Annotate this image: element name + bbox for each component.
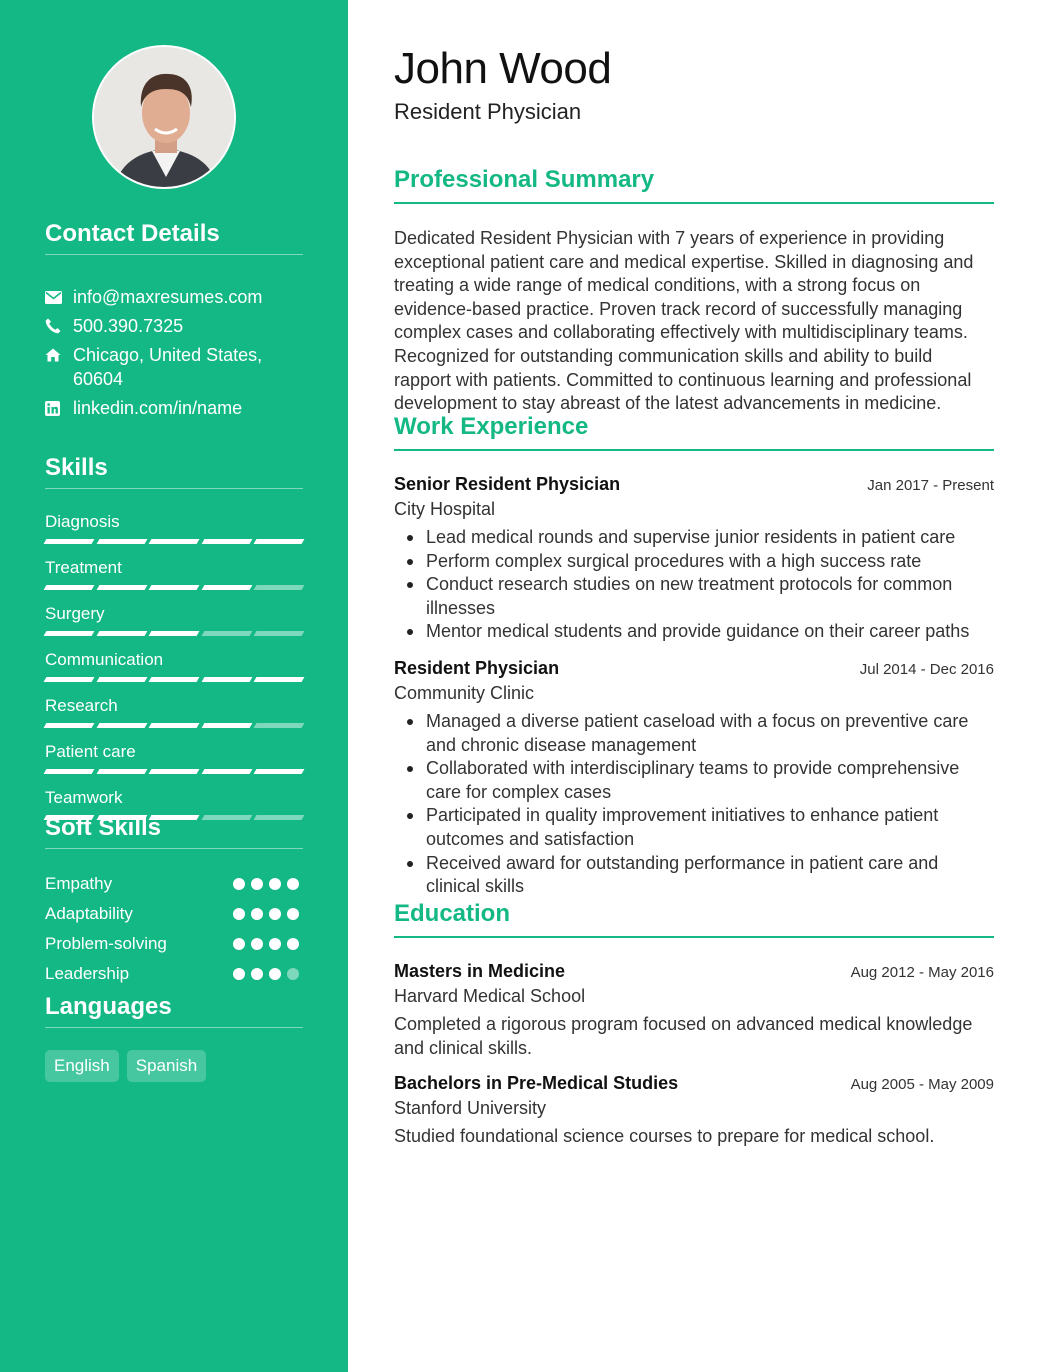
skill-level-segment [96,585,146,590]
phone-icon [45,314,73,338]
job-date: Jul 2014 - Dec 2016 [859,660,994,678]
contact-phone-text: 500.390.7325 [73,316,184,336]
contact-email[interactable] [45,285,303,309]
skill-level-segment [149,769,199,774]
skill-level-segment [96,769,146,774]
soft-skills-heading: Soft Skills [45,814,303,849]
skill-level-bar [45,585,303,590]
skill-level-bar [45,631,303,636]
soft-skills-section [45,814,303,989]
job-title: Resident Physician [394,657,560,678]
skill-level-segment [254,677,304,682]
skill-level-segment [201,539,251,544]
job-entry [394,474,994,644]
job-bullet: Conduct research studies on new treatment protocols for common illnesses [394,573,994,620]
education-section [394,900,994,1149]
skill-level-segment [149,539,199,544]
skill-level-segment [96,677,146,682]
skill-level-segment [149,723,199,728]
skill-level-segment [254,631,304,636]
skill-name: Teamwork [45,788,123,807]
rating-dot [233,908,245,920]
job-bullet: Collaborated with interdisciplinary teams to provide comprehensive care for complex cases [394,757,994,804]
rating-dot [251,938,263,950]
soft-skill-name: Adaptability [45,904,133,923]
skill-level-segment [44,769,94,774]
contact-heading: Contact Details [45,220,303,255]
school-name: Stanford University [394,1098,547,1119]
soft-skill-item [45,959,303,989]
job-bullet: Received award for outstanding performance in patient care and clinical skills [394,852,994,899]
skill-level-segment [44,723,94,728]
skill-level-segment [96,539,146,544]
job-bullet: Lead medical rounds and supervise junior residents in patient care [394,526,994,550]
skill-name: Patient care [45,742,136,761]
contact-linkedin[interactable] [45,396,303,420]
job-bullet: Participated in quality improvement initiatives to enhance patient outcomes and satisfaction [394,804,994,851]
skill-item [45,741,303,774]
degree-description: Completed a rigorous program focused on advanced medical knowledge and clinical skills. [394,1014,973,1058]
education-entry [394,1073,994,1149]
rating-dot [287,968,299,980]
soft-skill-name: Problem-solving [45,934,167,953]
avatar [92,45,236,189]
job-bullet: Mentor medical students and provide guidance on their career paths [394,620,994,644]
skill-level-bar [45,723,303,728]
rating-dot [269,908,281,920]
contact-address-text: Chicago, United States, 60604 [73,345,263,389]
skill-level-bar [45,677,303,682]
skill-level-segment [44,677,94,682]
profile-photo-icon [94,47,236,189]
skill-level-segment [254,769,304,774]
rating-dot [287,878,299,890]
summary-heading: Professional Summary [394,166,994,204]
skill-level-segment [201,769,251,774]
skill-name: Communication [45,650,164,669]
rating-dot [269,938,281,950]
education-heading: Education [394,900,994,938]
rating-dot [251,968,263,980]
skill-level-segment [201,723,251,728]
home-icon [45,343,73,367]
email-icon [45,285,73,309]
rating-dot [251,878,263,890]
rating-dot [287,908,299,920]
contact-section [45,220,303,425]
language-tag: English [45,1050,119,1082]
soft-skill-rating [233,878,303,890]
degree-description: Studied foundational science courses to prepare for medical school. [394,1126,935,1147]
skill-item [45,695,303,728]
skill-level-segment [201,677,251,682]
skill-name: Surgery [45,604,105,623]
skill-level-segment [201,585,251,590]
languages-heading: Languages [45,993,303,1028]
rating-dot [269,878,281,890]
contact-address [45,343,303,391]
sidebar [0,0,348,1372]
contact-linkedin-text: linkedin.com/in/name [73,398,243,418]
skill-item [45,603,303,636]
skills-section [45,454,303,820]
skill-level-segment [44,585,94,590]
soft-skill-item [45,899,303,929]
rating-dot [233,938,245,950]
skill-level-segment [96,631,146,636]
job-date: Jan 2017 - Present [867,477,994,494]
experience-heading: Work Experience [394,413,994,451]
degree-title: Masters in Medicine [394,961,566,981]
job-title: Senior Resident Physician [394,474,621,494]
soft-skill-name: Empathy [45,874,113,893]
candidate-name: John Wood [394,44,612,93]
languages-section [45,993,303,1082]
skill-level-segment [201,631,251,636]
school-name: Harvard Medical School [394,986,586,1006]
job-org: City Hospital [394,499,496,519]
job-bullet: Managed a diverse patient caseload with a focus on preventive care and chronic disease management [394,710,994,757]
skill-level-segment [44,539,94,544]
linkedin-icon [45,396,73,420]
degree-date: Aug 2005 - May 2009 [850,1076,994,1094]
rating-dot [269,968,281,980]
skill-level-segment [96,723,146,728]
skill-level-segment [254,539,304,544]
skill-level-segment [149,677,199,682]
soft-skill-name: Leadership [45,964,130,983]
skill-item [45,557,303,590]
skill-level-segment [44,631,94,636]
skill-name: Diagnosis [45,512,120,531]
skill-item [45,511,303,544]
soft-skill-item [45,869,303,899]
contact-email-text: info@maxresumes.com [73,287,263,307]
skill-level-bar [45,769,303,774]
job-bullet: Perform complex surgical procedures with a high success rate [394,550,994,574]
skill-name: Treatment [45,558,122,577]
soft-skill-rating [233,908,303,920]
degree-date: Aug 2012 - May 2016 [850,964,994,981]
language-tag: Spanish [127,1050,206,1082]
skill-level-segment [149,631,199,636]
skill-level-segment [254,585,304,590]
job-org: Community Clinic [394,682,535,703]
rating-dot [251,908,263,920]
soft-skill-item [45,929,303,959]
rating-dot [233,878,245,890]
skill-level-segment [149,585,199,590]
job-entry [394,658,994,899]
candidate-title: Resident Physician [394,99,582,124]
rating-dot [233,968,245,980]
contact-phone[interactable] [45,314,303,338]
soft-skill-rating [233,938,303,950]
summary-text: Dedicated Resident Physician with 7 years of experience in providing exceptional patient care and medical expertise. Skilled in diagnosing and treating a wide range of medical conditions, with a strong focus on evidence-based practice. Proven track record of successfully managing complex cases and collaborating effectively with multidisciplinary teams. Recognized for outstanding communication skills and ability to build rapport with patients. Committed to continuous learning and professional development to stay abreast of the latest advancements in medicine. [394,228,974,414]
rating-dot [287,938,299,950]
experience-section [394,413,994,899]
degree-title: Bachelors in Pre-Medical Studies [394,1073,679,1094]
skill-item [45,649,303,682]
skill-level-segment [254,723,304,728]
summary-section [394,166,994,416]
skill-name: Research [45,696,118,715]
education-entry [394,961,994,1060]
soft-skill-rating [233,968,303,980]
skill-level-bar [45,539,303,544]
skills-heading: Skills [45,454,303,489]
